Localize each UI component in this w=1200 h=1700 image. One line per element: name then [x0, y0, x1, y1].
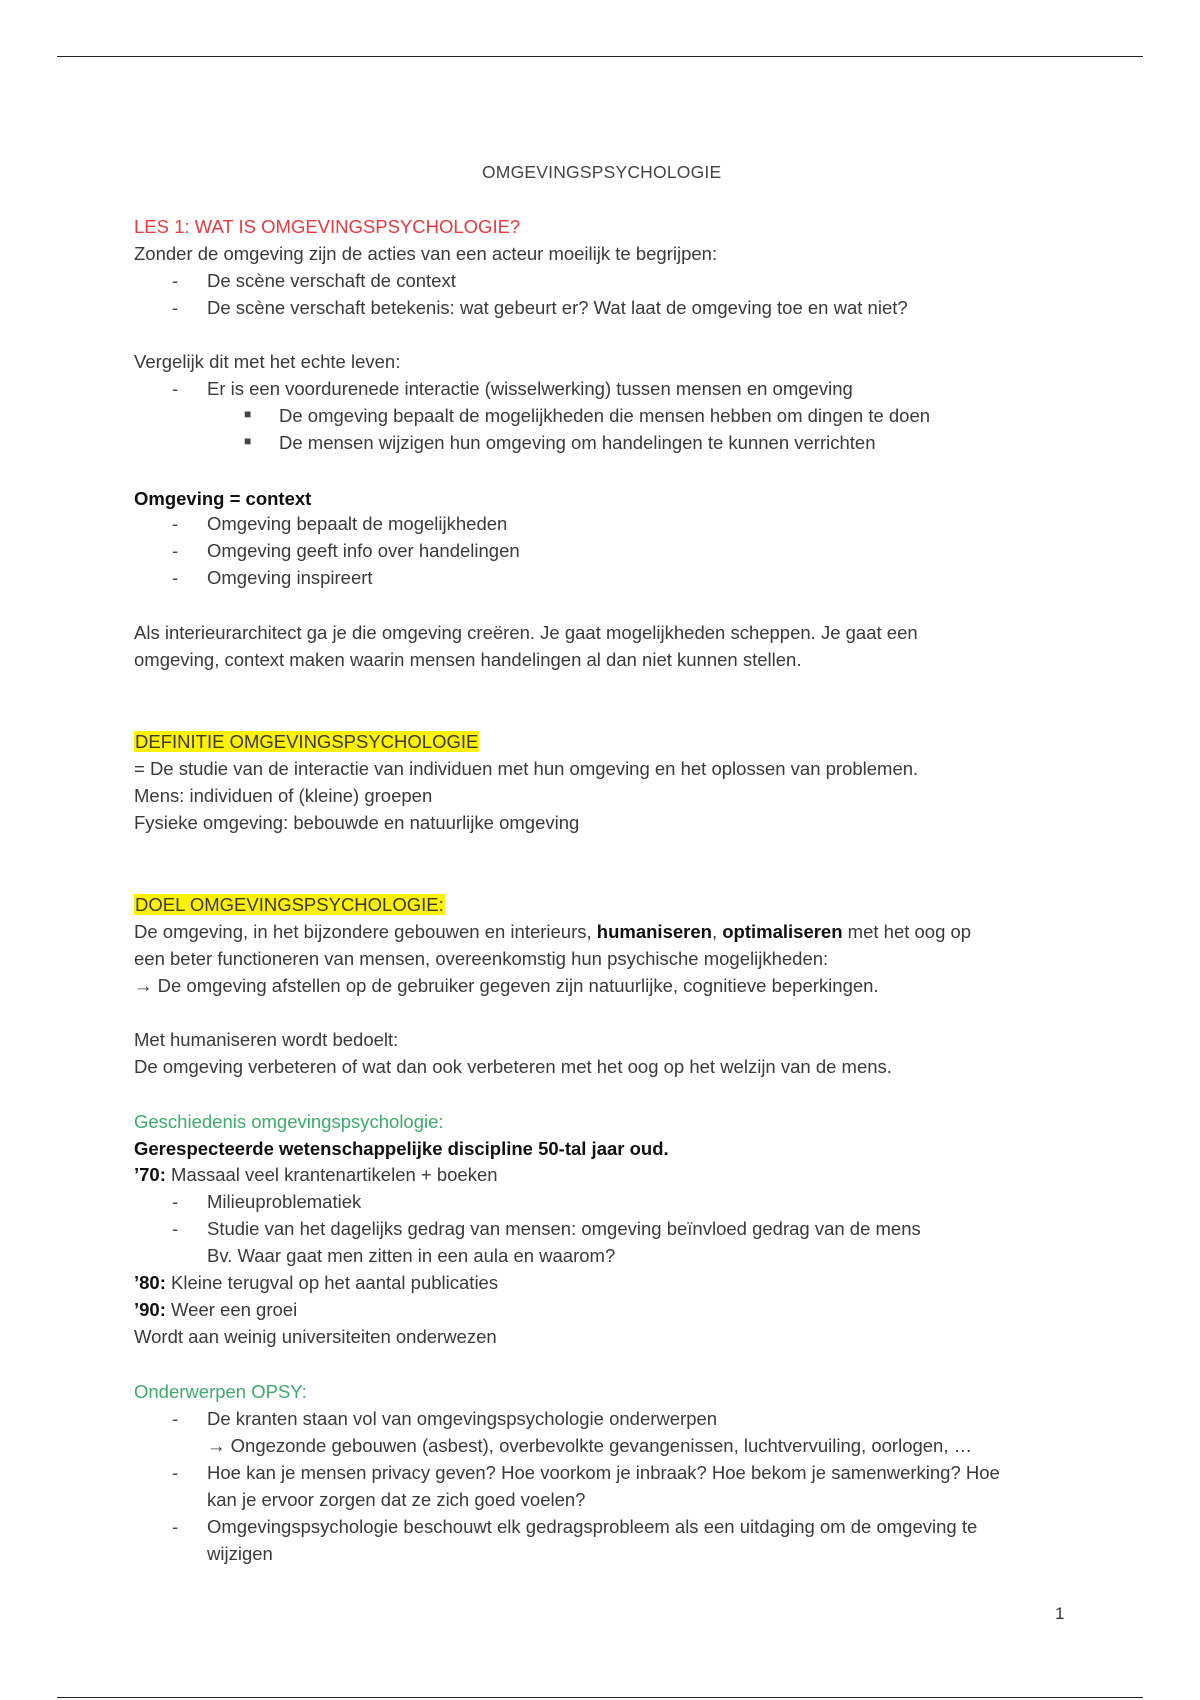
history-heading: Geschiedenis omgevingspsychologie:	[134, 1111, 444, 1132]
document-title: OMGEVINGSPSYCHOLOGIE	[482, 162, 722, 182]
compare-text: Vergelijk dit met het echte leven:	[134, 351, 401, 372]
doel-text: met het oog op	[842, 921, 972, 942]
bullet-square: ■	[244, 434, 252, 448]
doel-line: een beter functioneren van mensen, overeenkomstig hun psychische mogelijkheden:	[134, 948, 829, 969]
intro-item: De scène verschaft de context	[207, 270, 456, 291]
year-text: Weer een groei	[165, 1299, 298, 1320]
bullet-dash: -	[172, 1408, 179, 1429]
architect-line: omgeving, context maken waarin mensen handelingen al dan niet kunnen stellen.	[134, 649, 802, 670]
topic-item-continued: kan je ervoor zorgen dat ze zich goed voelen?	[207, 1489, 586, 1510]
intro-item: De scène verschaft betekenis: wat gebeurt er? Wat laat de omgeving toe en wat niet?	[207, 297, 908, 318]
definition-heading-text: DEFINITIE OMGEVINGSPSYCHOLOGIE	[135, 731, 479, 752]
context-item: Omgeving inspireert	[207, 567, 373, 588]
doel-bold-optimaliseren: optimaliseren	[722, 921, 843, 942]
bullet-dash: -	[172, 378, 179, 399]
doel-heading-text: DOEL OMGEVINGSPSYCHOLOGIE:	[135, 894, 444, 915]
topics-heading: Onderwerpen OPSY:	[134, 1381, 307, 1402]
topic-item: Omgevingspsychologie beschouwt elk gedragsprobleem als een uitdaging om de omgeving te	[207, 1516, 978, 1537]
topic-item-continued: wijzigen	[207, 1543, 273, 1564]
compare-item: Er is een voordurenede interactie (wisselwerking) tussen mensen en omgeving	[207, 378, 853, 399]
bullet-dash: -	[172, 1218, 179, 1239]
humaniseren-line: Met humaniseren wordt bedoelt:	[134, 1029, 399, 1050]
footer-rule	[57, 1697, 1143, 1698]
doel-bold-humaniseren: humaniseren	[596, 921, 712, 942]
history-item: Studie van het dagelijks gedrag van mensen: omgeving beïnvloed gedrag van de mens	[207, 1218, 921, 1239]
history-item: Milieuproblematiek	[207, 1191, 362, 1212]
doel-comma: ,	[711, 921, 723, 942]
doel-heading	[134, 894, 445, 916]
definition-line: Mens: individuen of (kleine) groepen	[134, 785, 433, 806]
year-label: ’90:	[134, 1299, 166, 1320]
bullet-dash: -	[172, 1516, 179, 1537]
history-90	[134, 1299, 297, 1321]
definition-heading	[134, 731, 479, 753]
history-example: Bv. Waar gaat men zitten in een aula en waarom?	[207, 1245, 616, 1266]
page-number: 1	[1055, 1604, 1065, 1623]
year-label: ’80:	[134, 1272, 166, 1293]
bullet-dash: -	[172, 567, 179, 588]
doel-text: De omgeving, in het bijzondere gebouwen en interieurs,	[134, 921, 597, 942]
history-80	[134, 1272, 498, 1294]
doel-line	[134, 921, 971, 943]
year-label: ’70:	[134, 1164, 166, 1185]
bullet-dash: -	[172, 1462, 179, 1483]
compare-subitem: De mensen wijzigen hun omgeving om handelingen te kunnen verrichten	[279, 432, 876, 453]
architect-line: Als interieurarchitect ga je die omgeving creëren. Je gaat mogelijkheden scheppen. Je gaat een	[134, 622, 918, 643]
year-text: Massaal veel krantenartikelen + boeken	[165, 1164, 498, 1185]
topic-arrow-line: → Ongezonde gebouwen (asbest), overbevolkte gevangenissen, luchtvervuiling, oorlogen, …	[207, 1435, 973, 1456]
bullet-dash: -	[172, 513, 179, 534]
topic-item: Hoe kan je mensen privacy geven? Hoe voorkom je inbraak? Hoe bekom je samenwerking? Hoe	[207, 1462, 1000, 1483]
compare-subitem: De omgeving bepaalt de mogelijkheden die mensen hebben om dingen te doen	[279, 405, 931, 426]
university-line: Wordt aan weinig universiteiten onderwezen	[134, 1326, 497, 1347]
bullet-dash: -	[172, 1191, 179, 1212]
context-heading: Omgeving = context	[134, 488, 312, 509]
history-70	[134, 1164, 498, 1186]
les1-heading: LES 1: WAT IS OMGEVINGSPSYCHOLOGIE?	[134, 216, 521, 237]
definition-line: = De studie van de interactie van individuen met hun omgeving en het oplossen van problemen.	[134, 758, 919, 779]
header-rule	[57, 56, 1143, 57]
context-item: Omgeving geeft info over handelingen	[207, 540, 520, 561]
context-item: Omgeving bepaalt de mogelijkheden	[207, 513, 508, 534]
bullet-dash: -	[172, 540, 179, 561]
bullet-dash: -	[172, 297, 179, 318]
history-bold-line: Gerespecteerde wetenschappelijke discipline 50-tal jaar oud.	[134, 1138, 669, 1159]
intro-text: Zonder de omgeving zijn de acties van een acteur moeilijk te begrijpen:	[134, 243, 718, 264]
topic-item: De kranten staan vol van omgevingspsychologie onderwerpen	[207, 1408, 718, 1429]
bullet-dash: -	[172, 270, 179, 291]
year-text: Kleine terugval op het aantal publicaties	[165, 1272, 499, 1293]
bullet-square: ■	[244, 407, 252, 421]
definition-line: Fysieke omgeving: bebouwde en natuurlijke omgeving	[134, 812, 580, 833]
doel-arrow-line: → De omgeving afstellen op de gebruiker gegeven zijn natuurlijke, cognitieve beperkingen.	[134, 975, 879, 996]
humaniseren-line: De omgeving verbeteren of wat dan ook verbeteren met het oog op het welzijn van de mens.	[134, 1056, 892, 1077]
